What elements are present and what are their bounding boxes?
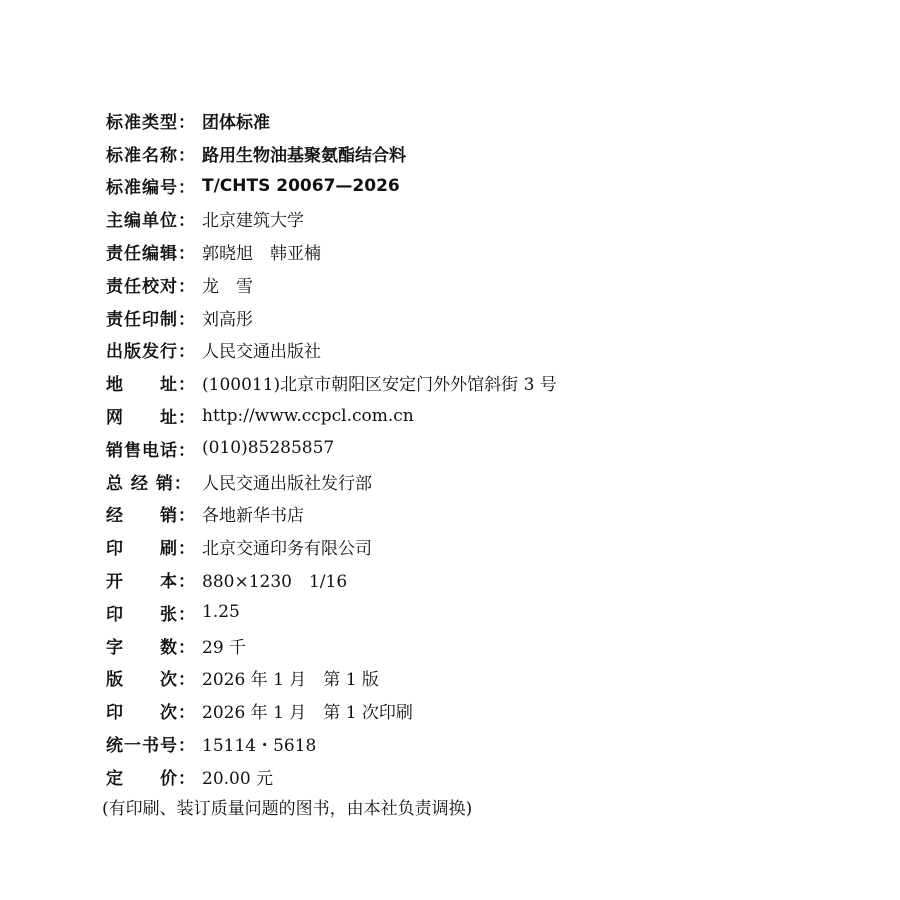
standard-number-label: 标准编号： xyxy=(106,178,196,199)
row-edition xyxy=(106,662,806,695)
standard-number-value: T/CHTS 20067—2026 xyxy=(202,175,400,196)
colophon-info-list xyxy=(106,104,806,793)
word-count-label: 字 数： xyxy=(106,637,196,658)
distributor-label: 经 销： xyxy=(106,506,196,527)
format-label: 开 本： xyxy=(106,572,196,593)
row-sales-phone xyxy=(106,432,806,465)
row-proofreader xyxy=(106,268,806,301)
responsible-editor-label: 责任编辑： xyxy=(106,244,196,265)
price-value: 20.00 元 xyxy=(202,768,274,789)
row-chief-editor-unit xyxy=(106,202,806,235)
quality-return-note: (有印刷、装订质量问题的图书，由本社负责调换) xyxy=(102,799,473,819)
address-label: 地 址： xyxy=(106,375,196,396)
publisher-label: 出版发行： xyxy=(106,342,196,363)
row-printer xyxy=(106,530,806,563)
price-label: 定 价： xyxy=(106,768,196,789)
row-print-supervisor xyxy=(106,301,806,334)
standard-name-value: 路用生物油基聚氨酯结合料 xyxy=(202,145,406,166)
address-value: (100011)北京市朝阳区安定门外外馆斜街 3 号 xyxy=(202,375,557,396)
book-number-value: 15114・5618 xyxy=(202,736,317,757)
printer-value: 北京交通印务有限公司 xyxy=(202,539,372,560)
printed-sheets-label: 印 张： xyxy=(106,604,196,625)
proofreader-value: 龙 雪 xyxy=(202,276,253,297)
printing-value: 2026 年 1 月 第 1 次印刷 xyxy=(202,703,413,724)
website-label: 网 址： xyxy=(106,408,196,429)
general-distributor-label: 总 经 销： xyxy=(106,473,192,494)
standard-type-label: 标准类型： xyxy=(106,112,196,133)
format-value: 880×1230 1/16 xyxy=(202,572,348,593)
print-supervisor-label: 责任印制： xyxy=(106,309,196,330)
printed-sheets-value: 1.25 xyxy=(202,602,240,623)
chief-editor-unit-label: 主编单位： xyxy=(106,211,196,232)
row-address xyxy=(106,366,806,399)
general-distributor-value: 人民交通出版社发行部 xyxy=(202,473,372,494)
sales-phone-value: (010)85285857 xyxy=(202,438,335,459)
proofreader-label: 责任校对： xyxy=(106,276,196,297)
row-standard-type xyxy=(106,104,806,137)
row-word-count xyxy=(106,629,806,662)
printing-label: 印 次： xyxy=(106,703,196,724)
row-general-distributor xyxy=(106,465,806,498)
standard-type-value: 团体标准 xyxy=(202,112,270,133)
row-printed-sheets xyxy=(106,596,806,629)
row-format xyxy=(106,563,806,596)
chief-editor-unit-value: 北京建筑大学 xyxy=(202,211,304,232)
row-website xyxy=(106,399,806,432)
row-standard-number xyxy=(106,170,806,203)
row-responsible-editor xyxy=(106,235,806,268)
edition-label: 版 次： xyxy=(106,670,196,691)
printer-label: 印 刷： xyxy=(106,539,196,560)
standard-name-label: 标准名称： xyxy=(106,145,196,166)
publisher-value: 人民交通出版社 xyxy=(202,342,321,363)
word-count-value: 29 千 xyxy=(202,637,247,658)
row-standard-name xyxy=(106,137,806,170)
responsible-editor-value: 郭晓旭 韩亚楠 xyxy=(202,244,321,265)
book-number-label: 统一书号： xyxy=(106,736,196,757)
row-publisher xyxy=(106,334,806,367)
row-price xyxy=(106,760,806,793)
sales-phone-label: 销售电话： xyxy=(106,440,196,461)
website-value: http://www.ccpcl.com.cn xyxy=(202,405,414,426)
edition-value: 2026 年 1 月 第 1 版 xyxy=(202,670,379,691)
distributor-value: 各地新华书店 xyxy=(202,506,304,527)
row-distributor xyxy=(106,498,806,531)
print-supervisor-value: 刘高彤 xyxy=(202,309,253,330)
row-printing xyxy=(106,694,806,727)
row-book-number xyxy=(106,727,806,760)
